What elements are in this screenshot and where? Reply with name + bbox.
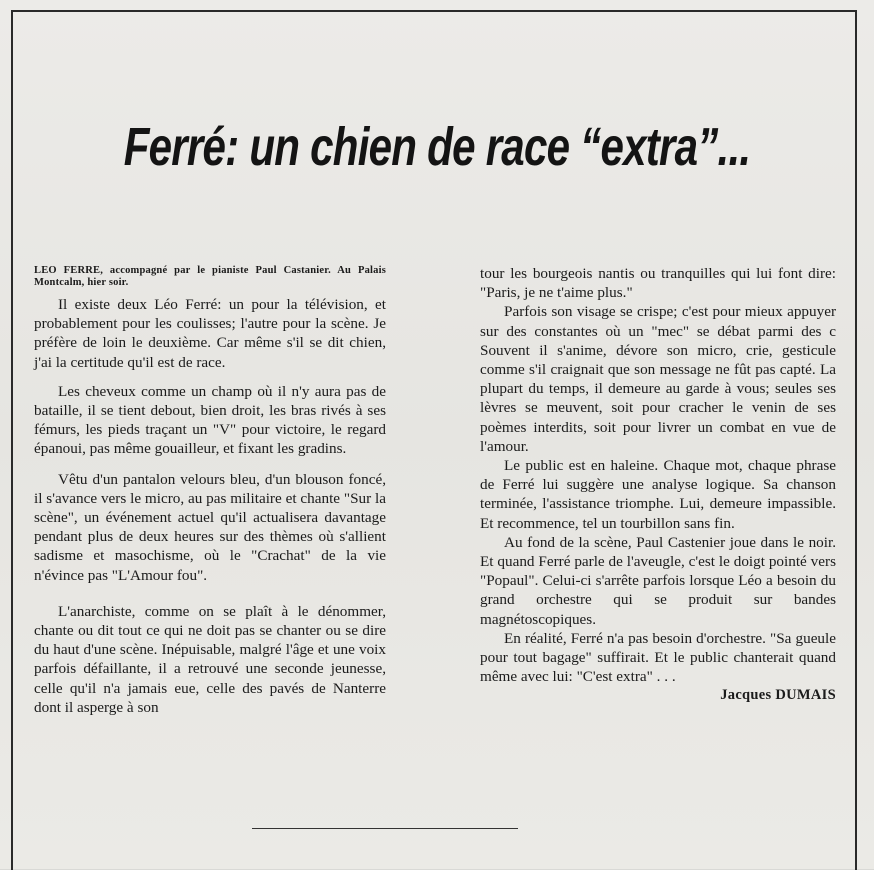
paragraph: L'anarchiste, comme on se plaît à le dénommer, chante ou dit tout ce qui ne doit pas se chanter ou se dire du haut d'une scène. Inépuisable, malgré l'âge et une voix parfois défaillante, il a retrouvé une seconde jeunesse, celle qu'il n'a jamais eue, celle des pavés de Nanterre dont il asperge à son	[34, 602, 386, 716]
right-column	[480, 264, 836, 706]
end-rule	[252, 828, 518, 829]
headline: Ferré: un chien de race “extra”...	[123, 117, 751, 177]
paragraph: Le public est en haleine. Chaque mot, chaque phrase de Ferré lui suggère une analyse logique. Sa chanson terminée, l'assistance triomphe. Lui, demeure impassible. Et recommence, tel un tourbillon sans fin.	[480, 457, 836, 532]
paragraph: tour les bourgeois nantis ou tranquilles qui lui font dire: "Paris, je ne t'aime plus."	[480, 265, 836, 302]
photo-caption: LEO FERRE, accompagné par le pianiste Paul Castanier. Au Palais Montcalm, hier soir.	[34, 265, 386, 288]
paragraph: Parfois son visage se crispe; c'est pour mieux appuyer sur des constantes où un "mec" se débat parmi des c Souvent il s'anime, dévore son micro, crie, gesticule comme s'il craignait que son message ne fût pas capté. La plupart du temps, il demeure au garde à vous; seules ses lèvres se meuvent, soit pour cracher le venin de ses poèmes interdits, soit pour livrer un combat en vue de l'amour.	[480, 303, 836, 455]
paragraph: En réalité, Ferré n'a pas besoin d'orchestre. "Sa gueule pour tout bagage" suffirait. Et le public chanterait quand même avec lui: "C'est extra" . . .	[480, 629, 836, 686]
paragraph: Vêtu d'un pantalon velours bleu, d'un blouson foncé, il s'avance vers le micro, au pas militaire et chante "Sur la scène", un événement actuel qu'il actualisera davantage pendant plus de deux heures sur des thèmes où s'allient sadisme et masochisme, où le "Crachat" de la vie n'évince pas "L'Amour fou".	[34, 470, 386, 584]
paragraph: Il existe deux Léo Ferré: un pour la télévision, et probablement pour les coulisses; l'autre pour la scène. Je préfère de loin le deuxième. Car même s'il se dit chien, j'ai la certitude qu'il est de race.	[34, 296, 386, 371]
paragraph: Au fond de la scène, Paul Castenier joue dans le noir. Et quand Ferré parle de l'aveugle, c'est le doigt pointé vers "Popaul". Celui-ci s'arrête parfois lorsque Léo a besoin du grand orchestre qui se produit sur bandes magnétoscopiques.	[480, 533, 836, 628]
byline: Jacques DUMAIS	[720, 687, 836, 704]
left-column	[34, 265, 386, 728]
paragraph: Les cheveux comme un champ où il n'y aura pas de bataille, il se tient debout, bien droit, les bras rivés à ses fémurs, les pieds traçant un "V" pour victoire, le regard épanoui, pas même gouailleur, et fixant les gradins.	[34, 382, 386, 458]
